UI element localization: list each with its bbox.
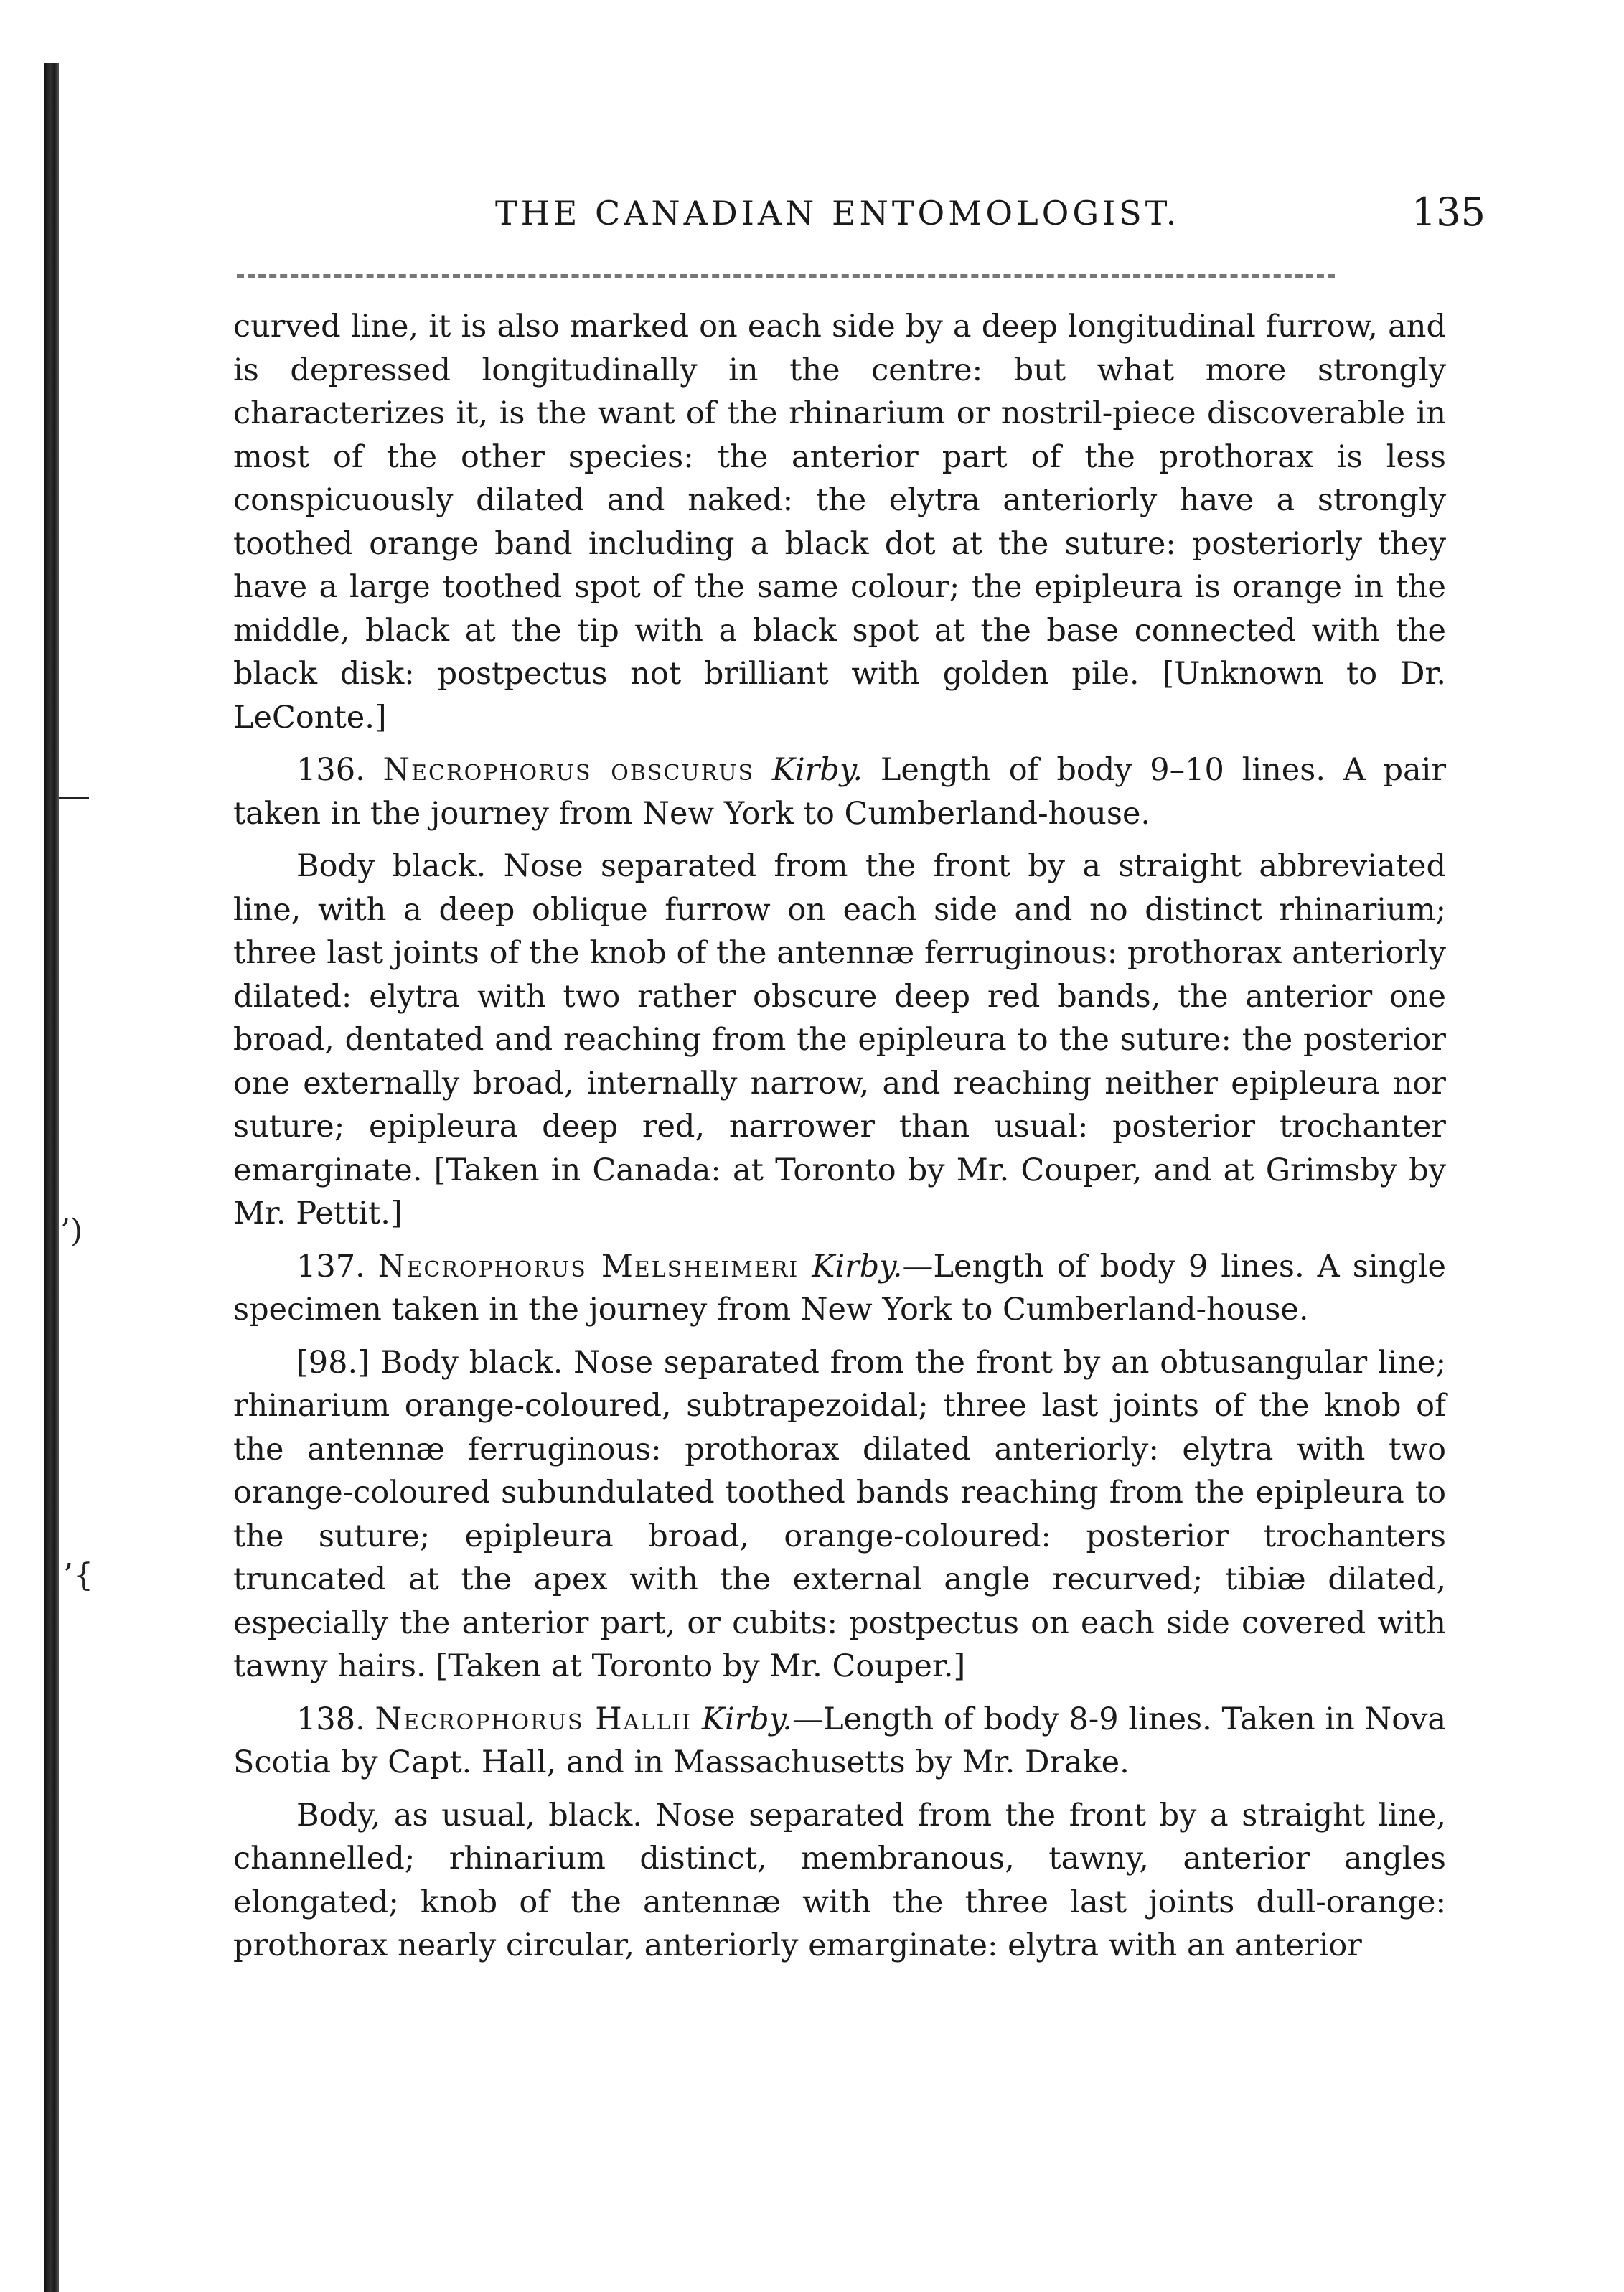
species-description-137: [98.] Body black. Nose separated from the front by an obtusangular line; rhinarium orange-coloured, subtrapezoidal; three last joints of the knob of the antennæ ferruginous: prothorax dilated anteriorly: elytra with two orange-coloured subundulated toothed bands reaching from the epipleura to the suture; epipleura broad, orange-coloured: posterior trochanters truncated at the apex with the external angle recurved; tibiæ dilated, especially the anterior part, or cubits: postpectus on each side covered with tawny hairs. [Taken at Toronto by Mr. Couper.] <box>233 1344 1446 1684</box>
species-author: Kirby. <box>812 1248 903 1284</box>
species-author: Kirby. <box>771 752 863 788</box>
species-summary: —Length of body 9 lines. A single specimen taken in the journey from New York to Cumberland-house. <box>233 1248 1446 1328</box>
paragraph-continuation: curved line, it is also marked on each side by a deep longitudinal furrow, and is depressed longitudinally in the centre: but what more strongly characterizes it, is the want of the rhinarium or nostril-piece discoverable in most of the other species: the anterior part of the prothorax is less conspicuously dilated and naked: the elytra anteriorly have a strongly toothed orange band including a black dot at the suture: posteriorly they have a large toothed spot of the same colour; the epipleura is orange in the middle, black at the tip with a black spot at the base connected with the black disk: postpectus not brilliant with golden pile. [Unknown to Dr. LeConte.] <box>233 309 1446 736</box>
margin-mark-1: ’) <box>60 1213 83 1249</box>
header-rule <box>237 274 1335 278</box>
binding-tick-1 <box>59 797 89 799</box>
species-summary: Length of body 9–10 lines. A pair taken in the journey from New York to Cumberland-house. <box>233 752 1446 832</box>
body-text <box>233 305 1446 1977</box>
page-number: 135 <box>1411 189 1485 235</box>
species-name: Necrophorus Hallii <box>375 1701 692 1737</box>
species-entry-137 <box>233 1245 1446 1332</box>
species-summary: —Length of body 8-9 lines. Taken in Nova Scotia by Capt. Hall, and in Massachusetts by Mr. Drake. <box>233 1701 1447 1780</box>
entry-number: 136. <box>296 752 365 788</box>
entry-number: 138. <box>296 1701 365 1737</box>
entry-number: 137. <box>296 1248 365 1284</box>
page-header <box>495 189 1485 244</box>
species-author: Kirby. <box>701 1701 792 1737</box>
running-head: THE CANADIAN ENTOMOLOGIST. <box>495 194 1181 233</box>
species-name: Necrophorus obscurus <box>382 752 755 788</box>
species-name: Necrophorus Melsheimeri <box>377 1248 799 1284</box>
page-binding-edge <box>44 63 59 2292</box>
species-description-136: Body black. Nose separated from the front by a straight abbreviated line, with a deep oblique furrow on each side and no distinct rhinarium; three last joints of the knob of the antennæ ferruginous: prothorax anteriorly dilated: elytra with two rather obscure deep red bands, the anterior one broad, dentated and reaching from the epipleura to the suture: the posterior one externally broad, internally narrow, and reaching neither epipleura nor suture; epipleura deep red, narrower than usual: posterior trochanter emarginate. [Taken in Canada: at Toronto by Mr. Couper, and at Grimsby by Mr. Pettit.] <box>233 848 1446 1231</box>
species-entry-138 <box>233 1698 1446 1785</box>
margin-mark-2: ’{ <box>63 1557 93 1594</box>
species-entry-136 <box>233 748 1446 835</box>
species-description-138: Body, as usual, black. Nose separated from the front by a straight line, channelled; rhinarium distinct, membranous, tawny, anterior angles elongated; knob of the antennæ with the three last joints dull-orange: prothorax nearly circular, anteriorly emarginate: elytra with an anterior <box>233 1797 1446 1963</box>
